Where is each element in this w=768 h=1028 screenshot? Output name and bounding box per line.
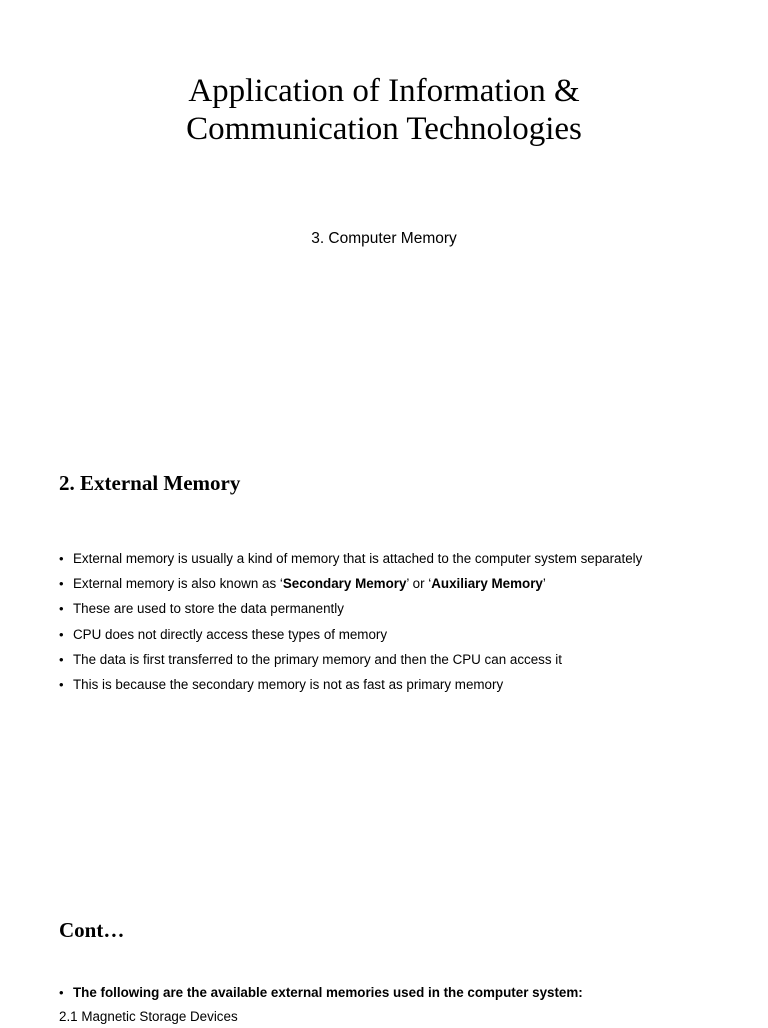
list-item <box>59 548 642 573</box>
list-item <box>59 649 642 674</box>
title-line-1: Application of Information & <box>188 73 580 109</box>
list-item <box>59 674 642 699</box>
list-item <box>59 982 583 1007</box>
bullet-icon: • <box>59 651 64 667</box>
title-line-2: Communication Technologies <box>186 111 582 147</box>
list-item-text: CPU does not directly access these types of memory <box>73 626 388 642</box>
list-item <box>59 624 642 649</box>
list-item-text: These are used to store the data permanently <box>73 601 344 617</box>
bullet-list <box>59 548 642 699</box>
subsection-label: 2.1 Magnetic Storage Devices <box>59 1009 238 1024</box>
bullet-icon: • <box>59 601 64 617</box>
list-item <box>59 598 642 623</box>
list-item-text: The data is first transferred to the primary memory and then the CPU can access it <box>73 651 562 667</box>
list-item-text: This is because the secondary memory is not as fast as primary memory <box>73 676 504 692</box>
bullet-icon: • <box>59 985 64 1000</box>
bullet-icon: • <box>59 676 64 692</box>
presentation-subtitle: 3. Computer Memory <box>311 230 457 247</box>
section-heading: Cont… <box>59 918 125 942</box>
term-secondary-memory: Secondary Memory <box>282 576 407 592</box>
bullet-icon: • <box>59 626 64 642</box>
list-item <box>59 573 642 598</box>
list-item-text: The following are the available external memories used in the computer system: <box>73 985 583 1000</box>
bullet-list <box>59 982 583 1007</box>
section-heading: 2. External Memory <box>59 471 241 495</box>
bullet-icon: • <box>59 551 64 566</box>
list-item-text: External memory is usually a kind of memory that is attached to the computer system separately <box>73 551 643 566</box>
list-item-text: External memory is also known as ‘Secondary Memory’ or ‘Auxiliary Memory’ <box>73 576 546 592</box>
bullet-icon: • <box>59 576 64 592</box>
presentation-title <box>0 72 768 148</box>
term-auxiliary-memory: Auxiliary Memory <box>431 576 543 592</box>
